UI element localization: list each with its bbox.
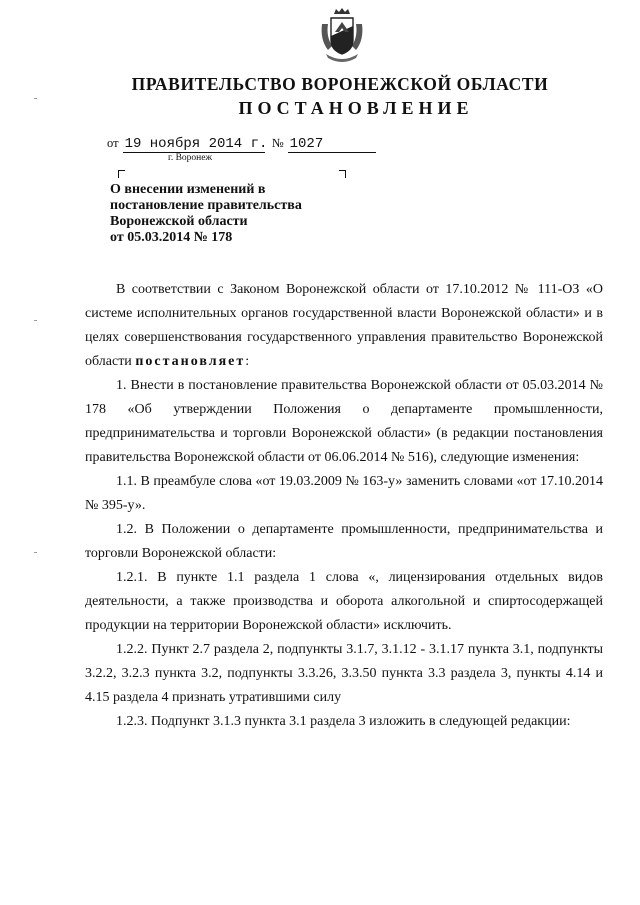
- date-number-line: [103, 136, 376, 153]
- subject-line: постановление правительства: [110, 198, 302, 213]
- document-subject: [110, 182, 370, 246]
- corner-bracket-right: [339, 170, 346, 178]
- corner-bracket-left: [118, 170, 125, 178]
- subject-line: О внесении изменений в: [110, 182, 266, 197]
- subject-line: Воронежской области: [110, 214, 248, 229]
- scan-mark: [34, 552, 37, 553]
- document-date: 19 ноября 2014 г.: [124, 136, 268, 152]
- document-body: [85, 278, 603, 734]
- subject-line: от 05.03.2014 № 178: [110, 230, 233, 245]
- date-prefix: от: [107, 136, 119, 150]
- coat-of-arms-icon: [318, 6, 366, 64]
- clause-1-1: 1.1. В преамбуле слова «от 19.03.2009 № 163-у» заменить словами «от 17.10.2014 № 395-у».: [85, 474, 603, 513]
- clause-1: 1. Внести в постановление правительства Воронежской области от 05.03.2014 № 178 «Об утверждении Положения о департаменте промышленности, предпринимательства и торговли Воронежской области» (в редакции постановления правительства Воронежской области от 06.06.2014 № 516), следующие изменения:: [85, 378, 603, 465]
- resolves-word: постановляет: [135, 354, 246, 369]
- preamble-paragraph: [85, 278, 603, 374]
- clause-1-2-1: 1.2.1. В пункте 1.1 раздела 1 слова «, лицензирования отдельных видов деятельности, а также производства и оборота алкогольной и спиртосодержащей продукции на территории Воронежской области» исключить.: [85, 570, 603, 633]
- document-type: ПОСТАНОВЛЕНИЕ: [238, 98, 474, 118]
- preamble-colon: :: [245, 354, 250, 369]
- clause-1-2-3: 1.2.3. Подпункт 3.1.3 пункта 3.1 раздела 3 изложить в следующей редакции:: [116, 714, 571, 729]
- scan-mark: [34, 320, 37, 321]
- clause-1-2: 1.2. В Положении о департаменте промышленности, предпринимательства и торговли Воронежской области:: [85, 522, 603, 561]
- number-prefix: №: [271, 136, 284, 150]
- preamble-text: В соответствии с Законом Воронежской области от 17.10.2012 № 111-ОЗ «О системе исполнительных органов государственной власти Воронежской области» и в целях совершенствования государственного управления правительство Воронежской области: [85, 282, 603, 369]
- document-number: 1027: [288, 136, 376, 153]
- city: г. Воронеж: [168, 153, 213, 163]
- scan-mark: [34, 98, 37, 99]
- clause-1-2-2: 1.2.2. Пункт 2.7 раздела 2, подпункты 3.1.7, 3.1.12 - 3.1.17 пункта 3.1, подпункты 3.2.2, 3.2.3 пункта 3.2, подпункты 3.3.26, 3.3.50 пункта 3.3 раздела 3, пункты 4.14 и 4.15 раздела 4 признать утратившими силу: [85, 642, 603, 705]
- organization-title: ПРАВИТЕЛЬСТВО ВОРОНЕЖСКОЙ ОБЛАСТИ: [131, 74, 549, 94]
